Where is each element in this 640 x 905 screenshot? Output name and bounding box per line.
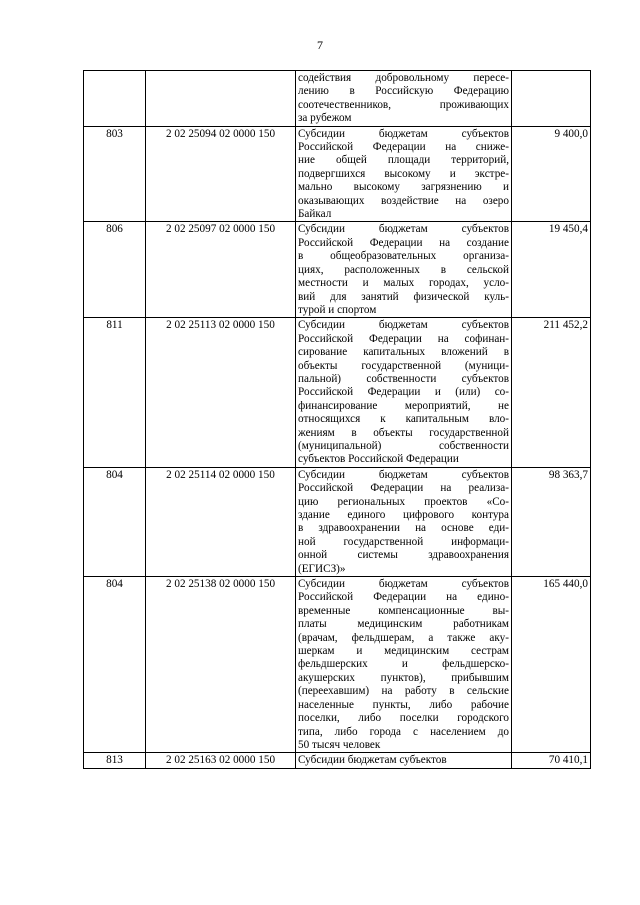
amount-cell: 19 450,4 xyxy=(512,222,591,318)
text-line: сирование капитальных вложений в xyxy=(298,346,509,359)
income-name-cell xyxy=(296,753,512,768)
text-line: платы медицинским работникам xyxy=(298,618,509,631)
text-line: ние общей площади территорий, xyxy=(298,154,509,167)
income-name-cell xyxy=(296,577,512,753)
text-line: лению в Российскую Федерацию xyxy=(298,85,509,98)
income-name-cell xyxy=(296,222,512,318)
budget-revenue-table xyxy=(83,70,591,769)
amount-cell: 9 400,0 xyxy=(512,126,591,222)
text-line: акушерских пунктов), прибывшим xyxy=(298,671,509,684)
amount-cell: 211 452,2 xyxy=(512,318,591,467)
text-line: циях, расположенных в сельской xyxy=(298,263,509,276)
admin-code-cell xyxy=(84,71,146,127)
table-row xyxy=(84,318,591,467)
budget-code-cell: 2 02 25114 02 0000 150 xyxy=(146,467,296,576)
text-line: шеркам и медицинским сестрам xyxy=(298,645,509,658)
text-line: жениям в объекты государственной xyxy=(298,426,509,439)
text-line: Субсидии бюджетам субъектов xyxy=(298,127,509,140)
income-name-cell xyxy=(296,71,512,127)
text-line: за рубежом xyxy=(298,112,352,125)
text-line: Российской Федерации на реализа- xyxy=(298,482,509,495)
admin-code-cell: 804 xyxy=(84,577,146,753)
budget-code-cell: 2 02 25138 02 0000 150 xyxy=(146,577,296,753)
text-line: подвергшихся высокому и экстре- xyxy=(298,167,509,180)
text-line: субъектов Российской Федерации xyxy=(298,453,459,466)
table-row xyxy=(84,753,591,768)
admin-code-cell: 811 xyxy=(84,318,146,467)
text-line: пальной) собственности субъектов xyxy=(298,372,509,385)
budget-code-cell xyxy=(146,71,296,127)
amount-cell xyxy=(512,71,591,127)
budget-code-cell: 2 02 25163 02 0000 150 xyxy=(146,753,296,768)
text-line: цию региональных проектов «Со- xyxy=(298,495,509,508)
text-line: поселки, либо поселки городского xyxy=(298,712,509,725)
text-line: содействия добровольному пересе- xyxy=(298,72,509,84)
text-line: Российской Федерации на едино- xyxy=(298,591,509,604)
text-line: Субсидии бюджетам субъектов xyxy=(298,754,447,767)
text-line: относящихся к капитальным вло- xyxy=(298,413,509,426)
text-line: временные компенсационные вы- xyxy=(298,604,509,617)
text-line: турой и спортом xyxy=(298,303,377,316)
budget-code-cell: 2 02 25094 02 0000 150 xyxy=(146,126,296,222)
text-line: Субсидии бюджетам субъектов xyxy=(298,468,509,481)
text-line: (муниципальной) собственности xyxy=(298,439,509,452)
table-row xyxy=(84,467,591,576)
text-line: типа, либо города с населением до xyxy=(298,725,509,738)
table-row xyxy=(84,71,591,127)
text-line: объекты государственной (муници- xyxy=(298,359,509,372)
income-name-cell xyxy=(296,318,512,467)
text-line: здание единого цифрового контура xyxy=(298,509,509,521)
income-name-cell xyxy=(296,467,512,576)
text-line: Российской Федерации на сниже- xyxy=(298,141,509,154)
admin-code-cell: 804 xyxy=(84,467,146,576)
text-line: соотечественников, проживающих xyxy=(298,98,509,111)
text-line: Байкал xyxy=(298,208,332,221)
amount-cell: 165 440,0 xyxy=(512,577,591,753)
text-line: (переехавшим) на работу в сельские xyxy=(298,685,509,698)
text-line: мально высокому загрязнению и xyxy=(298,181,509,194)
text-line: (ЕГИСЗ)» xyxy=(298,562,346,575)
text-line: местности и малых городах, усло- xyxy=(298,277,509,290)
table-row xyxy=(84,222,591,318)
admin-code-cell: 813 xyxy=(84,753,146,768)
text-line: ной государственной информаци- xyxy=(298,535,509,548)
text-line: финансирование мероприятий, не xyxy=(298,399,509,412)
table-body xyxy=(84,71,591,769)
text-line: фельдшерских и фельдшерско- xyxy=(298,658,509,671)
page-number: 7 xyxy=(317,38,323,52)
text-line: Российской Федерации на создание xyxy=(298,236,509,249)
admin-code-cell: 806 xyxy=(84,222,146,318)
text-line: оказывающих воздействие на озеро xyxy=(298,194,509,207)
text-line: в общеобразовательных организа- xyxy=(298,250,509,263)
budget-code-cell: 2 02 25097 02 0000 150 xyxy=(146,222,296,318)
table-row xyxy=(84,577,591,753)
text-line: населенные пункты, либо рабочие xyxy=(298,698,509,711)
text-line: вий для занятий физической куль- xyxy=(298,290,509,303)
text-line: Субсидии бюджетам субъектов xyxy=(298,223,509,236)
budget-code-cell: 2 02 25113 02 0000 150 xyxy=(146,318,296,467)
text-line: Российской Федерации и (или) со- xyxy=(298,386,509,399)
table-row xyxy=(84,126,591,222)
income-name-cell xyxy=(296,126,512,222)
text-line: в здравоохранении на основе еди- xyxy=(298,522,509,535)
text-line: (врачам, фельдшерам, а также аку- xyxy=(298,631,509,644)
text-line: онной системы здравоохранения xyxy=(298,549,509,562)
amount-cell: 70 410,1 xyxy=(512,753,591,768)
text-line: Российской Федерации на софинан- xyxy=(298,332,509,345)
amount-cell: 98 363,7 xyxy=(512,467,591,576)
text-line: Субсидии бюджетам субъектов xyxy=(298,319,509,332)
admin-code-cell: 803 xyxy=(84,126,146,222)
text-line: Субсидии бюджетам субъектов xyxy=(298,578,509,591)
text-line: 50 тысяч человек xyxy=(298,738,381,751)
